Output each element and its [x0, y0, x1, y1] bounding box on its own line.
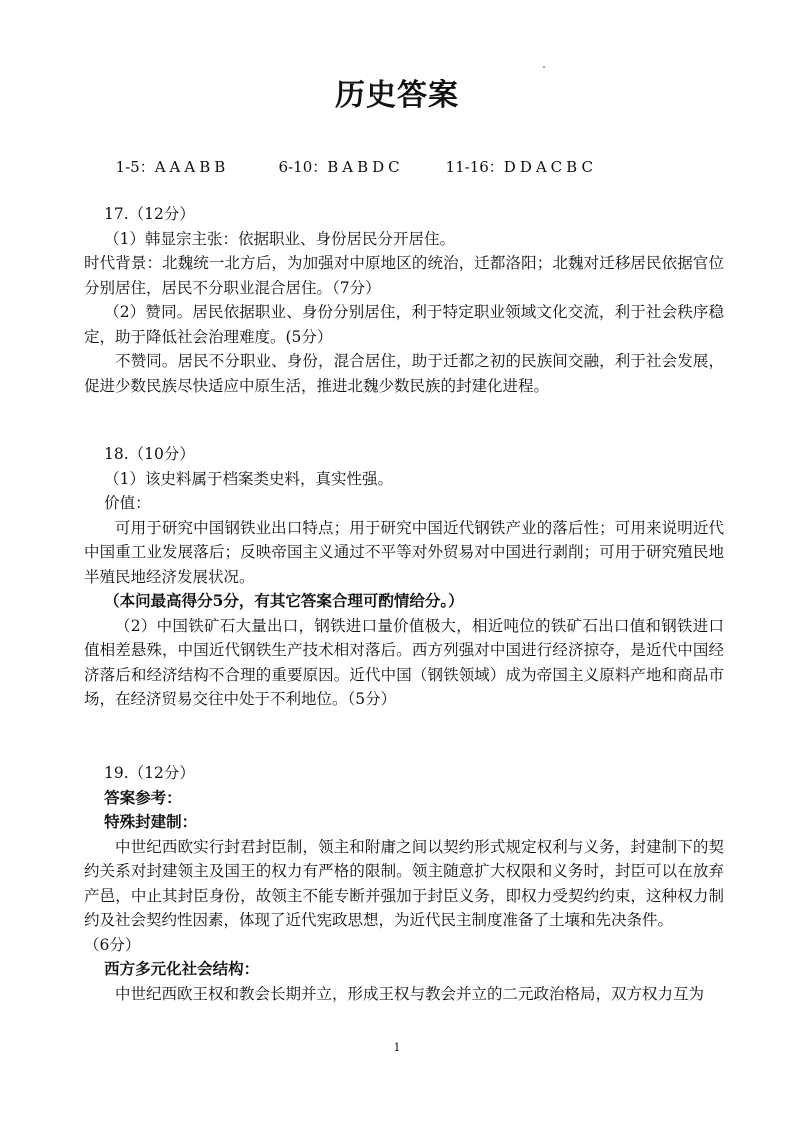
question-18-value-label: 价值：: [104, 494, 151, 512]
question-17-part-2-agree: （2）赞同。居民依据职业、身份分别居住，利于特定职业领域文化交流，利于社会秩序稳定，助于降低社会治理难度。(5分）: [84, 303, 724, 346]
question-19-pluralism-heading: 西方多元化社会结构：: [104, 959, 260, 978]
mc-group-1: [116, 156, 279, 178]
mc-answers: BABDC: [327, 158, 404, 176]
question-19-feudal-score: （6分）: [84, 935, 141, 954]
question-19-feudal-text: 中世纪西欧实行封君封臣制，领主和附庸之间以契约形式规定权利与义务，封建制下的契约关系对封建领主及国王的权力有严格的限制。领主随意扩大权限和义务时，封臣可以在放弃产邑，中止其封臣身份，故领主不能专断并强加于封臣义务，即权力受契约约束，这种权力制约及社会契约性因素，体现了近代宪政思想，为近代民主制度准备了土壤和先决条件。: [84, 837, 724, 929]
mc-range: 11-16：: [445, 158, 504, 176]
mc-group-2: [279, 156, 446, 178]
question-19-heading: 19.（12分）: [104, 764, 195, 782]
question-18-part-1: （1）该史料属于档案类史料，真实性强。: [104, 469, 394, 488]
mc-answers: AAABB: [154, 158, 230, 176]
question-18-part-2: （2）中国铁矿石大量出口，钢铁进口量价值极大，相近吨位的铁矿石出口值和钢铁进口值相差悬殊，中国近代钢铁生产技术相对落后。西方列强对中国进行经济掠夺，是近代中国经济落后和经济结构不合理的重要原因。近代中国（钢铁领域）成为帝国主义原料产地和商品市场，在经济贸易交往中处于不利地位。（5分）: [84, 616, 724, 708]
question-18-value-text: 可用于研究中国钢铁业出口特点；用于研究中国近代钢铁产业的落后性；可用来说明近代中国重工业发展落后；反映帝国主义通过不平等对外贸易对中国进行剥削；可用于研究殖民地半殖民地经济发展状况。: [84, 518, 724, 586]
multiple-choice-answers: [106, 134, 597, 178]
question-18-heading: 18.（10分）: [104, 445, 195, 463]
question-19-pluralism-text: 中世纪西欧王权和教会长期并立，形成王权与教会并立的二元政治格局，双方权力互为: [115, 984, 705, 1003]
mc-answers: DDACBC: [503, 158, 597, 176]
mc-range: 1-5：: [115, 158, 155, 176]
question-19: [84, 761, 724, 1006]
page-number: 1: [393, 1041, 401, 1054]
page-title: 历史答案: [335, 78, 459, 113]
question-17-heading: 17.（12分）: [104, 205, 195, 223]
question-17-part-1: （1）韩显宗主张：依据职业、身份居民分开居住。: [104, 229, 456, 248]
scan-dot: [543, 66, 545, 68]
question-18: [84, 442, 724, 712]
question-19-feudal-heading: 特殊封建制：: [104, 812, 198, 831]
question-17-background: 时代背景：北魏统一北方后，为加强对中原地区的统治，迁都洛阳；北魏对迁移居民依据官位分别居住，居民不分职业混合居住。（7分）: [84, 254, 724, 297]
question-19-reference-label: 答案参考：: [104, 787, 182, 807]
mc-group-3: [446, 156, 597, 178]
question-18-scoring-note: （本问最高得分5分，有其它答案合理可酌情给分。）: [104, 591, 464, 610]
question-17-part-2-disagree: 不赞同。居民不分职业、身份，混合居住，助于迁都之初的民族间交融，利于社会发展，促进少数民族尽快适应中原生活，推进北魏少数民族的封建化进程。: [84, 352, 724, 395]
question-17: [84, 202, 724, 398]
mc-range: 6-10：: [278, 158, 328, 176]
